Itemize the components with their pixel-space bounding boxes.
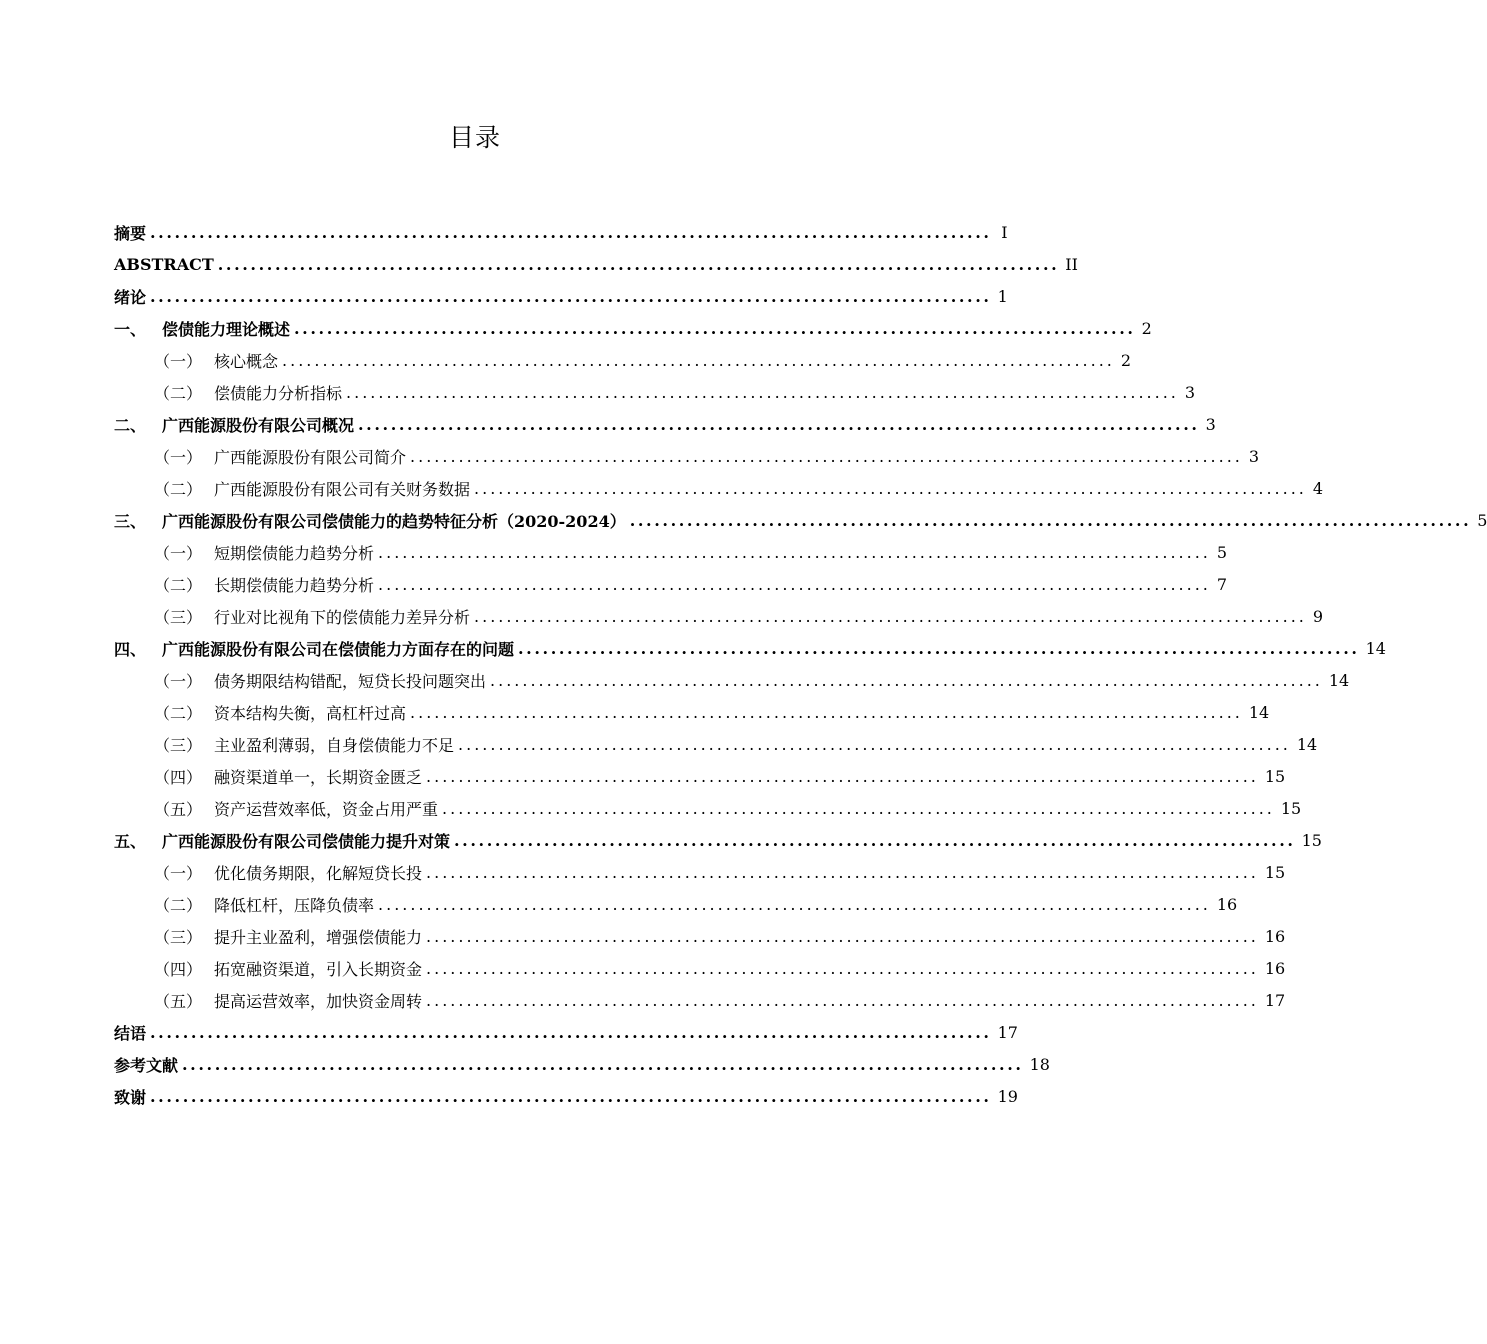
toc-entry-number: 一、	[114, 319, 147, 339]
toc-entry-label: 降低杠杆，压降负债率	[214, 895, 375, 915]
toc-entry-page-number: 2	[1120, 350, 1132, 370]
dot-leader: .......................................................................................................	[150, 1022, 992, 1042]
dot-leader: .......................................................................................................	[474, 606, 1307, 626]
toc-entry[interactable]	[114, 920, 1286, 952]
toc-entry-label: 广西能源股份有限公司偿债能力的趋势特征分析（2020-2024）	[162, 511, 626, 531]
toc-entry-page-number: 15	[1301, 830, 1322, 850]
toc-entry-page-number: 15	[1264, 862, 1286, 882]
dot-leader: .......................................................................................................	[150, 286, 992, 306]
dot-leader: .......................................................................................................	[426, 862, 1259, 882]
toc-entry-page-number: 5	[1477, 510, 1487, 530]
toc-entry-label: 绪论	[114, 287, 147, 307]
toc-entry-number: （二）	[154, 383, 203, 403]
toc-entry-number: 四、	[114, 639, 147, 659]
dot-leader: .......................................................................................................	[454, 830, 1296, 850]
toc-entry-number: 三、	[114, 511, 147, 531]
toc-entry-label: 参考文献	[114, 1055, 179, 1075]
dot-leader: .......................................................................................................	[410, 446, 1243, 466]
toc-entry-page-number: 14	[1328, 670, 1350, 690]
toc-entry[interactable]	[114, 760, 1286, 792]
toc-entry-number: （四）	[154, 959, 203, 979]
dot-leader: .......................................................................................................	[474, 478, 1307, 498]
toc-entry[interactable]	[114, 728, 1318, 760]
toc-entry-number: （一）	[154, 671, 203, 691]
toc-entry-label: 偿债能力理论概述	[162, 319, 291, 339]
toc-entry-page-number: 3	[1248, 446, 1260, 466]
toc-entry-label: 结语	[114, 1023, 147, 1043]
dot-leader: .......................................................................................................	[217, 254, 1060, 274]
toc-entry[interactable]	[114, 504, 1487, 536]
toc-entry-page-number: 15	[1264, 766, 1286, 786]
toc-entry[interactable]	[114, 824, 1322, 856]
toc-entry-number: （三）	[154, 735, 203, 755]
toc-entry-page-number: 9	[1312, 606, 1324, 626]
toc-entry-label: 拓宽融资渠道，引入长期资金	[214, 959, 423, 979]
toc-entry-number: 五、	[114, 831, 147, 851]
page-title: 目录	[448, 123, 501, 152]
toc-entry-number: （二）	[154, 703, 203, 723]
toc-entry[interactable]	[114, 856, 1286, 888]
toc-entry-page-number: 17	[1264, 990, 1286, 1010]
toc-entry-label: 摘要	[114, 223, 147, 243]
toc-entry-page-number: 14	[1248, 702, 1270, 722]
toc-entry-page-number: 16	[1264, 926, 1286, 946]
toc-entry-page-number: 2	[1141, 318, 1152, 338]
toc-entry[interactable]	[114, 888, 1238, 920]
toc-entry-page-number: 18	[1029, 1054, 1050, 1074]
toc-entry[interactable]	[114, 248, 1078, 280]
toc-entry-page-number: 4	[1312, 478, 1324, 498]
toc-entry[interactable]	[114, 664, 1350, 696]
toc-entry-page-number: 14	[1365, 638, 1386, 658]
table-of-contents	[114, 216, 1487, 1112]
toc-entry-number: （二）	[154, 895, 203, 915]
toc-entry-page-number: 3	[1205, 414, 1216, 434]
dot-leader: .......................................................................................................	[426, 766, 1259, 786]
toc-entry[interactable]	[114, 344, 1132, 376]
toc-entry-page-number: 3	[1184, 382, 1196, 402]
toc-entry-label: 债务期限结构错配，短贷长投问题突出	[214, 671, 487, 691]
toc-entry-number: （四）	[154, 767, 203, 787]
toc-entry-number: （三）	[154, 927, 203, 947]
toc-entry[interactable]	[114, 568, 1228, 600]
toc-entry-number: （一）	[154, 447, 203, 467]
toc-entry[interactable]	[114, 536, 1228, 568]
toc-entry-label: 提高运营效率，加快资金周转	[214, 991, 423, 1011]
dot-leader: .......................................................................................................	[629, 510, 1472, 530]
dot-leader: .......................................................................................................	[426, 958, 1259, 978]
toc-entry-label: 广西能源股份有限公司概况	[162, 415, 355, 435]
toc-entry-page-number: 17	[997, 1022, 1018, 1042]
toc-entry-number: （二）	[154, 575, 203, 595]
toc-entry-label: 行业对比视角下的偿债能力差异分析	[214, 607, 471, 627]
toc-entry[interactable]	[114, 440, 1260, 472]
toc-entry-page-number: 1	[997, 286, 1008, 306]
toc-entry-label: 核心概念	[214, 351, 279, 371]
dot-leader: .......................................................................................................	[346, 382, 1179, 402]
dot-leader: .......................................................................................................	[282, 350, 1115, 370]
dot-leader: .......................................................................................................	[410, 702, 1243, 722]
toc-entry-number: （五）	[154, 799, 203, 819]
toc-entry-page-number: 19	[997, 1086, 1018, 1106]
toc-entry-label: 短期偿债能力趋势分析	[214, 543, 375, 563]
toc-entry-label: 长期偿债能力趋势分析	[214, 575, 375, 595]
toc-entry-page-number: 14	[1296, 734, 1318, 754]
dot-leader: .......................................................................................................	[426, 990, 1259, 1010]
toc-entry-number: 二、	[114, 415, 147, 435]
toc-entry[interactable]	[114, 312, 1152, 344]
dot-leader: .......................................................................................................	[182, 1054, 1024, 1074]
toc-entry[interactable]	[114, 1048, 1050, 1080]
toc-entry[interactable]	[114, 600, 1324, 632]
toc-entry-label: 优化债务期限，化解短贷长投	[214, 863, 423, 883]
toc-entry-label: 广西能源股份有限公司偿债能力提升对策	[162, 831, 451, 851]
toc-entry[interactable]	[114, 984, 1286, 1016]
toc-entry[interactable]	[114, 792, 1302, 824]
toc-entry-page-number: 5	[1216, 542, 1228, 562]
dot-leader: .......................................................................................................	[294, 318, 1136, 338]
toc-entry-number: （一）	[154, 863, 203, 883]
toc-entry[interactable]	[114, 408, 1216, 440]
toc-entry-label: 广西能源股份有限公司简介	[214, 447, 407, 467]
dot-leader: .......................................................................................................	[378, 542, 1211, 562]
toc-entry-label: 融资渠道单一，长期资金匮乏	[214, 767, 423, 787]
toc-entry[interactable]	[114, 472, 1324, 504]
toc-entry-number: （二）	[154, 479, 203, 499]
dot-leader: .......................................................................................................	[518, 638, 1360, 658]
toc-entry[interactable]	[114, 376, 1196, 408]
toc-entry[interactable]	[114, 216, 1008, 248]
dot-leader: .......................................................................................................	[490, 670, 1323, 690]
toc-entry-label: 广西能源股份有限公司在偿债能力方面存在的问题	[162, 639, 515, 659]
dot-leader: .......................................................................................................	[150, 222, 992, 242]
toc-entry-label: 广西能源股份有限公司有关财务数据	[214, 479, 471, 499]
dot-leader: .......................................................................................................	[426, 926, 1259, 946]
toc-entry-page-number: I	[1001, 222, 1008, 242]
toc-entry-label: ABSTRACT	[114, 254, 214, 274]
dot-leader: .......................................................................................................	[458, 734, 1291, 754]
toc-entry[interactable]	[114, 280, 1008, 312]
toc-entry-number: （一）	[154, 543, 203, 563]
toc-entry-page-number: 7	[1216, 574, 1228, 594]
toc-entry[interactable]	[114, 632, 1386, 664]
toc-entry-label: 资产运营效率低，资金占用严重	[214, 799, 439, 819]
toc-entry-number: （一）	[154, 351, 203, 371]
toc-entry-page-number: 16	[1264, 958, 1286, 978]
toc-entry-label: 资本结构失衡，高杠杆过高	[214, 703, 407, 723]
toc-entry[interactable]	[114, 1080, 1018, 1112]
dot-leader: .......................................................................................................	[378, 574, 1211, 594]
toc-entry-number: （三）	[154, 607, 203, 627]
dot-leader: .......................................................................................................	[442, 798, 1275, 818]
dot-leader: .......................................................................................................	[150, 1086, 992, 1106]
dot-leader: .......................................................................................................	[378, 894, 1211, 914]
dot-leader: .......................................................................................................	[358, 414, 1200, 434]
toc-entry-label: 致谢	[114, 1087, 147, 1107]
toc-entry-number: （五）	[154, 991, 203, 1011]
toc-entry[interactable]	[114, 696, 1270, 728]
toc-entry-page-number: 16	[1216, 894, 1238, 914]
toc-entry-label: 偿债能力分析指标	[214, 383, 343, 403]
toc-entry-label: 主业盈利薄弱，自身偿债能力不足	[214, 735, 455, 755]
toc-entry[interactable]	[114, 1016, 1018, 1048]
toc-entry-label: 提升主业盈利，增强偿债能力	[214, 927, 423, 947]
toc-entry-page-number: 15	[1280, 798, 1302, 818]
toc-entry[interactable]	[114, 952, 1286, 984]
toc-entry-page-number: II	[1065, 254, 1078, 274]
